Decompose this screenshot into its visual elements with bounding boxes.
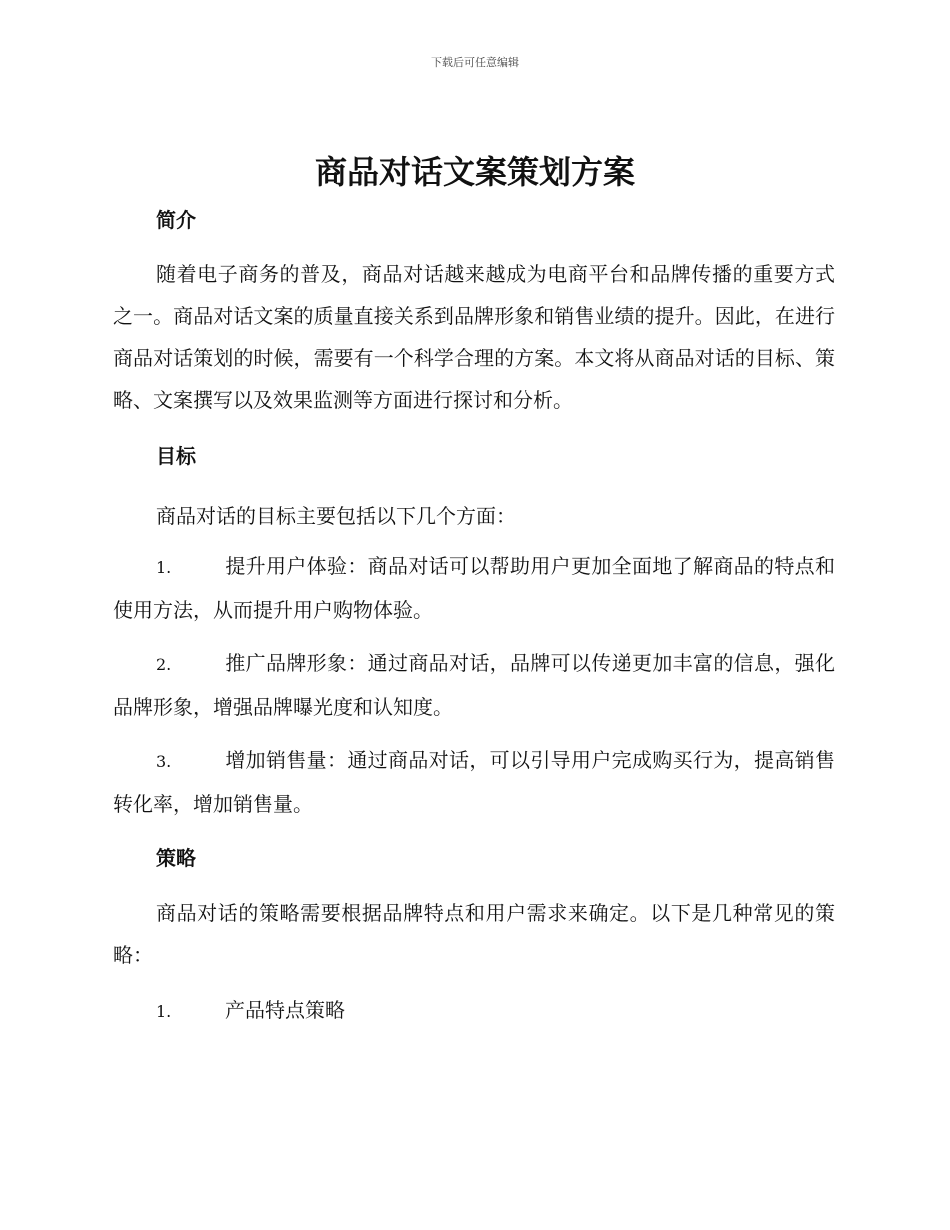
list-item (113, 545, 835, 631)
document-title: 商品对话文案策划方案 (314, 153, 635, 191)
strategy-paragraph-block (113, 892, 835, 976)
intro-section (113, 206, 835, 234)
list-text: 增加销售量：通过商品对话，可以引导用户完成购买行为，提高销售转化率，增加销售量。 (113, 748, 835, 816)
list-item (113, 642, 835, 728)
intro-paragraph: 随着电子商务的普及，商品对话越来越成为电商平台和品牌传播的重要方式之一。商品对话文案的质量直接关系到品牌形象和销售业绩的提升。因此，在进行商品对话策划的时候，需要有一个科学合理的方案。本文将从商品对话的目标、策略、文案撰写以及效果监测等方面进行探讨和分析。 (113, 262, 835, 412)
goals-list-item-2 (113, 642, 835, 728)
intro-paragraph-block (113, 253, 835, 421)
header-note: 下载后可任意编辑 (431, 56, 519, 69)
goals-list-item-3 (113, 739, 835, 825)
list-number: 3. (156, 752, 172, 771)
goals-section (113, 442, 835, 470)
strategy-paragraph: 商品对话的策略需要根据品牌特点和用户需求来确定。以下是几种常见的策略： (113, 901, 835, 967)
list-text: 提升用户体验：商品对话可以帮助用户更加全面地了解商品的特点和使用方法，从而提升用户购物体验。 (113, 554, 835, 622)
strategy-heading: 策略 (156, 846, 196, 870)
goals-intro-block (113, 495, 835, 537)
list-number: 2. (156, 655, 172, 674)
strategy-list-item-1 (113, 989, 835, 1033)
list-number: 1. (156, 558, 172, 577)
goals-paragraph: 商品对话的目标主要包括以下几个方面： (156, 504, 516, 528)
intro-heading: 简介 (156, 208, 196, 232)
list-item (113, 989, 835, 1033)
goals-heading: 目标 (156, 444, 196, 468)
list-number: 1. (156, 1002, 172, 1021)
list-item (113, 739, 835, 825)
list-text: 产品特点策略 (225, 998, 345, 1022)
list-text: 推广品牌形象：通过商品对话，品牌可以传递更加丰富的信息，强化品牌形象，增强品牌曝光度和认知度。 (113, 651, 835, 719)
strategy-section (113, 844, 835, 872)
goals-list-item-1 (113, 545, 835, 631)
